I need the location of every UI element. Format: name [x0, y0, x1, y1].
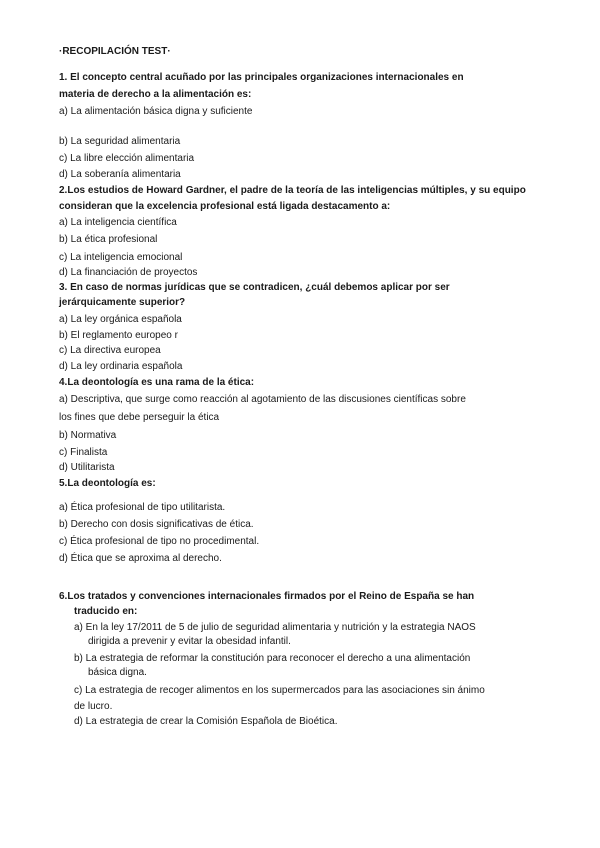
- question-4-line-1: 4.La deontología es una rama de la ética:: [59, 377, 255, 388]
- question-1-option-b: b) La seguridad alimentaria: [59, 136, 181, 147]
- question-3-option-a: a) La ley orgánica española: [59, 314, 182, 325]
- document-header: ·RECOPILACIÓN TEST·: [59, 46, 171, 57]
- question-2-option-d: d) La financiación de proyectos: [59, 267, 198, 278]
- question-5-option-b: b) Derecho con dosis significativas de ética.: [59, 519, 254, 530]
- question-1-line-1: 1. El concepto central acuñado por las principales organizaciones internacionales en: [59, 72, 464, 83]
- question-3-line-2: jerárquicamente superior?: [59, 297, 186, 308]
- question-6-option-c: c) La estrategia de recoger alimentos en los supermercados para las asociaciones sin ánimo: [74, 685, 485, 696]
- question-2-option-b: b) La ética profesional: [59, 234, 158, 245]
- question-6-line-2: traducido en:: [74, 606, 138, 617]
- question-5-option-c: c) Ética profesional de tipo no procedimental.: [59, 536, 260, 547]
- question-4-option-a: a) Descriptiva, que surge como reacción al agotamiento de las discusiones científicas sobre: [59, 394, 466, 405]
- question-1-line-2: materia de derecho a la alimentación es:: [59, 89, 252, 100]
- question-2-option-a: a) La inteligencia científica: [59, 217, 177, 228]
- question-6-option-a-cont: dirigida a prevenir y evitar la obesidad infantil.: [88, 636, 291, 647]
- question-5-line-1: 5.La deontología es:: [59, 478, 156, 489]
- question-3-option-c: c) La directiva europea: [59, 345, 161, 356]
- question-6-option-d: d) La estrategia de crear la Comisión Española de Bioética.: [74, 716, 338, 727]
- question-4-option-a-cont: los fines que debe perseguir la ética: [59, 412, 220, 423]
- question-5-option-d: d) Ética que se aproxima al derecho.: [59, 553, 222, 564]
- question-1-option-c: c) La libre elección alimentaria: [59, 153, 195, 164]
- question-2-line-1: 2.Los estudios de Howard Gardner, el padre de la teoría de las inteligencias múltiples, y su equipo: [59, 185, 526, 196]
- question-3-option-d: d) La ley ordinaria española: [59, 361, 183, 372]
- question-5-option-a: a) Ética profesional de tipo utilitarista.: [59, 502, 226, 513]
- question-6-option-b-cont: básica digna.: [88, 667, 147, 678]
- question-6-option-b: b) La estrategia de reformar la constitución para reconocer el derecho a una alimentación: [74, 653, 471, 664]
- question-3-option-b: b) El reglamento europeo r: [59, 330, 178, 341]
- question-2-line-2: consideran que la excelencia profesional está ligada destacamento a:: [59, 201, 391, 212]
- question-4-option-b: b) Normativa: [59, 430, 117, 441]
- question-6-option-a: a) En la ley 17/2011 de 5 de julio de seguridad alimentaria y nutrición y la estrategia NAOS: [74, 622, 476, 633]
- question-6-option-c-cont: de lucro.: [74, 701, 113, 712]
- question-6-line-1: 6.Los tratados y convenciones internacionales firmados por el Reino de España se han: [59, 591, 475, 602]
- question-3-line-1: 3. En caso de normas jurídicas que se contradicen, ¿cuál debemos aplicar por ser: [59, 282, 450, 293]
- question-4-option-c: c) Finalista: [59, 447, 108, 458]
- question-4-option-d: d) Utilitarista: [59, 462, 115, 473]
- question-1-option-d: d) La soberanía alimentaria: [59, 169, 181, 180]
- question-2-option-c: c) La inteligencia emocional: [59, 252, 183, 263]
- question-1-option-a: a) La alimentación básica digna y suficiente: [59, 106, 253, 117]
